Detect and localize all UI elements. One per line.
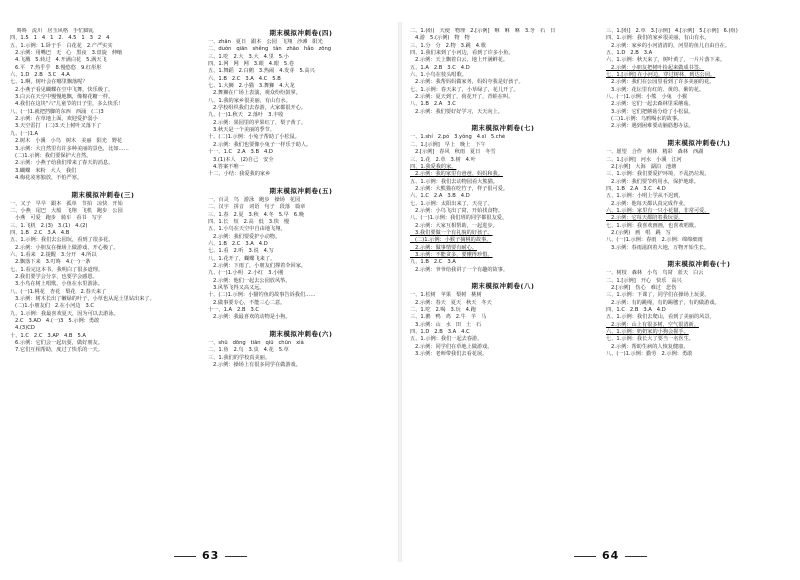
answer-line: 十一、1.A 2.B 3.C	[208, 307, 260, 314]
answer-line: 三、1.春 2.夏 3.秋 4.冬 5.早 6.晚	[208, 211, 304, 218]
answer-line: 二、1.吃 2.喝 3.玩 4.跑	[410, 307, 476, 314]
answer-line: 2.学校组织我们去春游，大家都很开心。	[208, 105, 307, 112]
answer-line: 2.示例：有的跳绳，有的踢毽子，有的做游戏。	[606, 299, 720, 306]
answer-line: 2.示例：操场上有很多同学在做游戏。	[208, 362, 301, 369]
page-number-left	[168, 549, 253, 562]
answer-line: 一、1.松树 苹果 梨树 桃树	[410, 292, 482, 299]
answer-line: 七、1.大狮 2.小猫 3.舞狮 4.大龙	[208, 83, 295, 90]
answer-line: 四、1.我爱我的家。	[410, 163, 457, 170]
answer-line: 咚咚 流川 居玉风格 手忙脚乱	[10, 28, 94, 34]
answer-line: 一、1.shí 2.pó 3.yǒng 4.sī 5.chè	[410, 134, 506, 141]
answer-line: 2.舞狮在广场上表演，观众纷纷鼓掌。	[208, 90, 301, 97]
answer-line: 3.我们要做一个有礼貌的好孩子。	[410, 229, 493, 236]
answer-line: 四、1.示例：我们的家乡很美丽，有山有水。	[606, 35, 710, 42]
answer-line: 二、1.鱼 2.鸟 3.虫 4.花 5.草	[208, 347, 289, 354]
answer-line: 6.示例：它们会一起玩耍，做好朋友。	[10, 340, 103, 347]
answer-line: 二、小燕 尾巴 大船 飞翔 飞机 跑步 公园	[10, 207, 123, 214]
answer-line: 八、(一)1.示例：春雨 2.示例：绵绵细雨	[606, 237, 703, 244]
answer-line: 4.(3)CD	[10, 325, 35, 332]
answer-line: 2.示例：天上飘着白云，地上开满鲜花。	[410, 57, 509, 64]
answer-line: 二、1.[示例] 开心 快乐 高兴	[606, 277, 682, 284]
answer-line: 八、(一)1.示例：勤劳 2.示例：勇敢	[606, 351, 693, 358]
column-2	[208, 28, 394, 548]
answer-line: 2.做事要专心，不能三心二意。	[208, 299, 286, 306]
section-heading: 期末模拟冲刺卷(五)	[269, 186, 333, 195]
answer-line: 4.梅花凌寒独放，不怕严寒。	[10, 174, 83, 181]
answer-line: 2.示例：小燕子给我们带来了春天的消息。	[10, 160, 114, 167]
answer-line: 三、1.吃 2.大 3.大 4.里 5.小	[208, 53, 289, 60]
answer-line: 十、1.C 2.C 3.AP 4.B 5.A	[10, 332, 86, 339]
section-heading: 期末模拟冲刺卷(四)	[269, 29, 333, 37]
answer-line: 二、汉字 拼音 词语 句子 段落 篇章	[208, 204, 306, 211]
answer-line	[606, 131, 792, 138]
answer-line: 一、树枝 森林 小鸟 鸟窝 蓝天 白云	[606, 270, 704, 277]
answer-line	[410, 116, 596, 123]
answer-line: 六、1.示例：奶奶家的小狗会握手。	[606, 329, 689, 336]
answer-line: 五、1.示例：1.卧于手 白花花 2.产严实实	[10, 42, 113, 49]
answer-line: 3.示例：老师带我们去看花展。	[410, 351, 488, 358]
section-heading: 期末模拟冲刺卷(七)	[471, 124, 535, 133]
answer-line: 九、(一)1.秋天 2.落叶 3.丰收	[208, 112, 284, 119]
answer-line: 3.示例：树木长出了嫩绿的叶子，小草也从泥土里钻出来了。	[10, 296, 155, 303]
answer-line: 小燕 可爱 跑步 骑车 看书 写字	[10, 215, 102, 222]
answer-line: 五、1.舞蹈 2.白鹅 3.热闹 4.发芽 5.高兴	[208, 68, 315, 75]
answer-line: 五、1.D 2.B 3.A	[606, 50, 653, 57]
answer-line: 七、1.示例：我喜欢画画，也喜欢唱歌。	[606, 222, 700, 229]
answer-line: 2.C 3.AD 4.(一)3 5.示例：勇敢	[10, 318, 100, 325]
answer-line: 三、1.分 分 2.物 3.跳 4.歌	[410, 42, 486, 49]
answer-line: 六、1.B 2.C 3.A 4.C 5.B	[208, 75, 281, 82]
answer-line: 2.示例：大家互相帮助，一起进步。	[410, 222, 498, 229]
answer-line: 2.示例：小鸟飞出了窝，开始找食物。	[410, 207, 503, 214]
answer-line: 2.示例：我帮妈妈做家务，妈妈夸我是好孩子。	[410, 79, 524, 86]
answer-line: 十、(二)1.示例：小兔子帮助了小松鼠。	[208, 134, 300, 141]
answer-line: 2.示例：我们在公园里看到了许多美丽的花。	[606, 79, 715, 86]
answer-line: 九、(一)1.A	[10, 130, 39, 137]
answer-line: 四、1.D 2.B 3.A 4.C	[410, 329, 470, 336]
answer-line: 五、1.A 2.B 3.C 4.D	[410, 64, 470, 71]
answer-line: 3.秋天是一个美丽的季节。	[208, 127, 275, 134]
column-3	[410, 28, 596, 548]
answer-line: 2.示例：大熊猫在吃竹子，样子很可爱。	[410, 185, 509, 192]
answer-line	[208, 322, 394, 329]
answer-line: 四、1.我们来到了小河边，看到了许多小鱼。	[410, 50, 514, 57]
answer-line: 2.示例：春天 夏天 秋天 冬天	[410, 299, 492, 306]
answer-line: 三、1.花 2.草 3.树 4.叶	[410, 156, 476, 163]
answer-line	[606, 252, 792, 259]
answer-line: 3.蝴蝶 米粉 大人 我们	[10, 167, 77, 174]
answer-line: 4.飞溅 5.转过 4.开满白花 5.满天飞	[10, 57, 107, 64]
answer-line: 七、1.示例：我长大了要当一名医生。	[606, 336, 694, 343]
page-number-right-value: 64	[602, 549, 620, 562]
answer-line: 2.示例：它每天都陪着我玩耍。	[606, 215, 684, 222]
answer-line: 2.树木 小溪 小鸟 树木 美丽 阳光 野花	[10, 138, 123, 145]
answer-line: 四、1.C 2.B 3.A 4.D	[606, 307, 666, 314]
answer-line: 八、1.我的家乡很美丽，有山有水。	[208, 97, 291, 104]
answer-line: 2.示例：我最喜欢的动物是小狗。	[208, 314, 291, 321]
answer-line: 2.示例：我们要好好学习，天天向上。	[410, 108, 503, 115]
answer-line: 七、1.示例：太阳出来了，天亮了。	[410, 200, 493, 207]
answer-line: 三、1.示例：我们要爱护环境，不乱扔垃圾。	[606, 171, 710, 178]
answer-line: 六、1.B 2.C 3.A 4.D	[208, 240, 268, 247]
answer-line: 四、1.网 网 网 3.眼 4.眼 5.卷	[208, 61, 295, 68]
answer-line: 二、1.[示例] 早上 晚上 下午	[410, 141, 486, 148]
answer-line: 2.示例：他每天都认真完成作业。	[606, 200, 689, 207]
answer-line: 4.我们在这块"六"儿童节的日子里，多么快乐！	[10, 101, 124, 108]
answer-line: 四、1.B 2.A 3.C 4.D	[606, 185, 666, 192]
answer-line: 2.示例：我们要爱护小动物。	[208, 233, 281, 240]
answer-line: 五、1.示例：我们去爬山，看到了美丽的风景。	[606, 314, 715, 321]
page-number-left-value: 63	[202, 549, 220, 562]
answer-line: 九、1.B 2.C 3.A	[410, 259, 456, 266]
answer-line: 五、1.示例：我们一起去春游。	[410, 336, 483, 343]
answer-line: 2.示例：在草地上面，欢迎爱护弱小	[10, 116, 98, 123]
answer-line: 七、1.看 2.听 3.说 4.写	[208, 248, 274, 255]
answer-line: 2.示例：我们要节约用水，保护地球。	[606, 178, 699, 185]
answer-line: 一、又子 早早 跟本 孤单 节拍 凉快 开始	[10, 200, 123, 207]
answer-line: 2.示例：它们一起去森林里采蘑菇。	[606, 101, 694, 108]
answer-line: 3.天空雷打 (二)3.天上树叶又落下了	[10, 123, 102, 130]
answer-line: 三、1.鹅 鸭 鸡 2.牛 羊 马	[410, 314, 487, 321]
answer-line: 八、1.花开了，蝴蝶飞来了。	[208, 255, 276, 262]
answer-line: 2.示例：小朋友把树叶捡起来做成书签。	[606, 64, 705, 71]
answer-line: (二)1.小朋友们 2.在小河边 3.C	[10, 303, 95, 310]
section-heading: 期末模拟冲刺卷(九)	[667, 139, 731, 148]
answer-line: 五、1.小鸟在天空中自由地飞翔。	[208, 226, 286, 233]
answer-line: 八、(一)1.桃花 杏花 梨花 2.春天来了	[10, 288, 107, 295]
answer-line: 六、1.D 2.B 3.C 4.A	[10, 72, 70, 79]
answer-line: 六、1.示例：秋天来了，树叶黄了，一片片落下来。	[606, 57, 726, 64]
answer-line: 2.[示例] 春风 秋雨 夏日 冬雪	[410, 149, 496, 156]
answer-line: 2.示例：小朋友在操场上做游戏，开心极了。	[10, 244, 119, 251]
answer-line: 十二、小结：我爱我的家乡	[208, 171, 271, 178]
answer-line: 3.示例：山 水 田 土 石	[410, 321, 482, 328]
answer-line: 一、愿望 合作 树林 精彩 森林 西湖	[606, 149, 704, 156]
answer-line: 九、1.示例：我最喜欢夏天，因为可以去游泳。	[10, 310, 119, 317]
answer-line: 2.示例：爷爷给我讲了一个有趣的故事。	[410, 266, 509, 273]
answer-line: 六、1.看来 2.提醒 3.分开 4.所以	[10, 251, 97, 258]
answer-line: 2.示例：夏天到了，荷花开了，青蛙在叫。	[410, 94, 514, 101]
answer-line: 4.答案不唯一	[208, 163, 244, 170]
answer-line: 3.小鸟在树上唱歌，小鱼在水里游泳。	[10, 281, 103, 288]
answer-line: 三、1.我们的学校真美丽。	[208, 354, 271, 361]
answer-line: 一、shū dōng tiān qiū chūn xià	[208, 340, 304, 347]
answer-line: 3.(1)本人 (2)自己 安全	[208, 156, 274, 163]
answer-line: 七、1.看完这本书，我明白了很多道理。	[10, 266, 104, 273]
answer-line: (二)1.示例：我们要保护大自然。	[10, 152, 92, 159]
answer-line: 2.示例：遇到困难要动脑筋想办法。	[606, 123, 694, 130]
answer-line: 2.示例：我们也要像小兔子一样乐于助人。	[208, 141, 312, 148]
answer-line: 三、1.示例：下课了，同学们在操场上玩耍。	[606, 292, 710, 299]
answer-line: 八、(一)1.示例：小熊 小兔 小猴	[606, 94, 688, 101]
answer-line: 3.示例：它们把蘑菇分给了小松鼠。	[606, 108, 694, 115]
section-heading: 期末模拟冲刺卷(六)	[269, 330, 333, 339]
section-heading: 期末模拟冲刺卷(三)	[71, 190, 135, 199]
answer-line: 二、1.(组) 天使 物理 2.[示例] 咻 咻 咻 3.牙 石 日	[410, 28, 556, 34]
answer-line: 七、1.示例：春天来了，小草绿了，花儿开了。	[410, 86, 519, 93]
section-heading: 期末模拟冲刺卷(十)	[667, 260, 731, 269]
answer-line: 3.风筝飞得又高又远。	[208, 285, 265, 291]
answer-line: 3.白云在天空中慢慢地飘，像棉花糖一样。	[10, 94, 114, 101]
answer-line: 三、1.飞机 2.(3) 3.(1) 4.(2)	[10, 222, 88, 229]
answer-line: 2.示例：下雨了，小朋友们撑着伞回家。	[208, 262, 307, 269]
answer-line: 3.示例：春雨滋润着大地，万物开始生长。	[606, 244, 710, 251]
answer-line: 4.游 5.(示例) 物 物	[410, 35, 470, 42]
answer-line: 八、(一)1.示例：我们班的同学都很友爱。	[410, 215, 508, 222]
answer-line: 2.[示例] 伤心 难过 悲伤	[606, 285, 677, 291]
answer-line: 三、1.[组] 2.草 3.[示例] 4.[示例] 5.[示例] 6.(组)	[606, 28, 738, 34]
answer-line: 3.示例：不能贪多，要懂得珍惜。	[410, 251, 493, 258]
answer-line: 2.示例：他们一起去公园放风筝。	[208, 277, 291, 284]
page-gutter	[398, 22, 402, 562]
answer-line: 2.示例：我的家里有爸爸、妈妈和我。	[410, 171, 503, 178]
answer-line: 二、1.[示例] 河水 小溪 江河	[606, 156, 682, 163]
answer-line: (二)1.示例：乌鸦喝水的故事。	[606, 116, 683, 123]
column-1	[10, 28, 196, 548]
answer-line: 七、1.[示例] 在小河边，穿过树林，到达公园。	[606, 72, 716, 79]
section-heading: 期末模拟冲刺卷(八)	[471, 282, 535, 291]
answer-line: 五、1.示例：我们去动物园看大熊猫。	[410, 178, 498, 185]
answer-line: 七、1.啊，树叶会在哪里飘落呢？	[10, 79, 88, 86]
answer-line: 四、1.5 1 4 1 2. 4.5 1 3 2 4	[10, 35, 110, 42]
answer-line: 十、(二)1.示例：小猫钓鱼的故事告诉我们……	[208, 292, 316, 299]
answer-line: 2.[示例] 大海 湖泊 池塘	[606, 163, 677, 170]
answer-line: 十一、1.C 2.A 3.B 4.D	[208, 149, 273, 156]
page-number-right	[568, 549, 653, 562]
answer-line: 2.示例：做事情要有耐心。	[410, 244, 477, 251]
answer-line: (二)1.示例：小猴子摘桃的故事。	[410, 237, 492, 244]
answer-line: 八、(一)1.就把挡脚的东西 西涌 (二)3	[10, 108, 104, 115]
column-4	[606, 28, 792, 548]
answer-line	[10, 182, 196, 189]
answer-line: 六、1.示例：家里有一只小花猫，非常可爱。	[606, 207, 710, 214]
answer-line: 2.示例：果园里的苹果红了，梨子黄了。	[208, 119, 307, 126]
answer-line: 四、1.B 2.C 3.A 4.B	[10, 229, 70, 236]
answer-line: 2.我们要学会分享，也要学会感恩。	[10, 274, 98, 280]
answer-line: 一、百灵 鸟 游泳 跑步 操场 花园	[208, 196, 301, 203]
answer-line: 2.飘落下来 3.叮咚 4.(一)一条	[10, 259, 91, 266]
answer-line: 2.示例：家乡的小河清清的，河里的鱼儿自由自在。	[606, 42, 731, 49]
answer-line: 六、1.小鸟在枝头唱歌。	[410, 72, 467, 79]
answer-line: 五、1.示例：小明上学从不迟到。	[606, 193, 684, 200]
answer-line: 2.示例：同学们在草地上做游戏。	[410, 343, 493, 350]
answer-line: 2.示例：用嘴巴 无 心 黑夜 3.盘旋 伸缩	[10, 50, 123, 57]
answer-line: 3.示例：大自然里有许多种美丽的景色，比如……	[10, 145, 129, 152]
answer-line: 3.示例：花坛里有红的、黄的、紫的花。	[606, 86, 705, 93]
answer-line: 五、1.示例：我们去公园玩，看到了很多花。	[10, 237, 114, 244]
answer-line	[208, 179, 394, 186]
answer-line: 2.小燕子看见蝴蝶在空中飞舞，快乐极了。	[10, 86, 114, 93]
answer-line	[410, 274, 596, 281]
answer-line: 四、1.长 短 2.高 低 3.快 慢	[208, 218, 290, 225]
answer-line: 2.(示例) 画 唱 跳 写	[606, 229, 671, 236]
answer-line: 6.平 7.热乎乎 8.慢悠悠 9.红彤彤	[10, 64, 102, 71]
answer-line: 九、(一)1.小明 2.小红 3.小刚	[208, 270, 284, 277]
answer-line: 二、duòn qiān shěng tàn zhāo hǎo zōng	[208, 46, 332, 53]
answer-line: 2.示例：山上有很多树，空气很清新。	[606, 321, 699, 328]
answer-line: 7.它们互相帮助，度过了快乐的一天。	[10, 347, 103, 354]
answer-line: 八、1.B 2.A 3.C	[410, 101, 456, 108]
answer-line: 2.示例：帮助生病的人恢复健康。	[606, 343, 689, 350]
answer-line: 六、1.C 2.A 3.B 4.D	[410, 193, 470, 200]
answer-line: 一、zhān 夏日 跟本 公园 飞翔 沙滩 阳光	[208, 39, 323, 45]
